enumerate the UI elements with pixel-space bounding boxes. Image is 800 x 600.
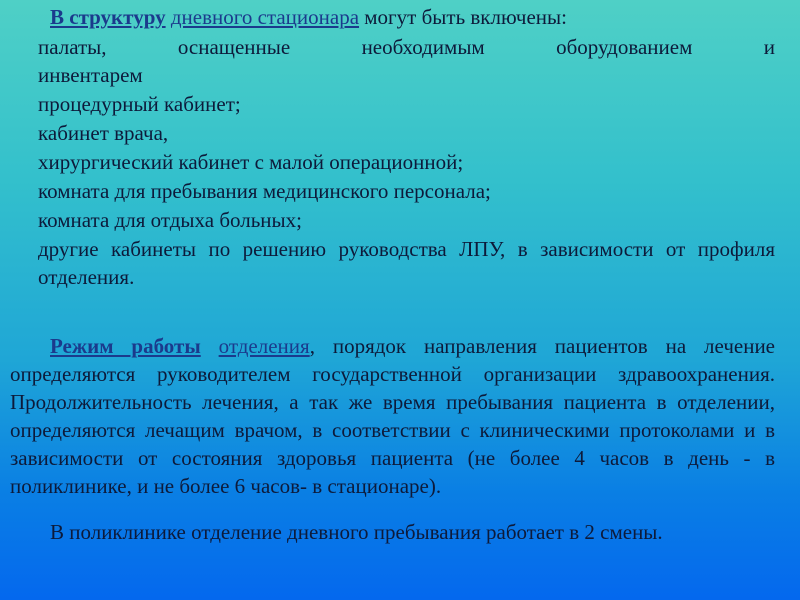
intro-link-term: дневного стационара: [170, 5, 360, 29]
list-item-text: хирургический кабинет с малой операционной;: [38, 150, 464, 174]
intro-rest: могут быть включены:: [359, 5, 567, 29]
list-item-text-line2: инвентарем: [38, 63, 143, 87]
list-item-text: кабинет врача,: [38, 121, 169, 145]
work-mode-rest: , порядок направления пациентов на лечение определяются руководителем государственной организации здравоохранения. Продолжительность лечения, а так же время пребывания пациента в отделении, определяются лечащим врачом, в соответствии с клиническими протоколами и в зависимости от состояния здоровья пациента (не более 4 часов в день - в поликлинике, и не более 6 часов- в стационаре).: [10, 334, 776, 498]
list-item-text: другие кабинеты по решению руководства ЛПУ, в зависимости от профиля отделения.: [38, 237, 775, 289]
work-mode-link-term: отделения: [218, 334, 310, 358]
list-item: [0, 119, 775, 147]
intro-heading: [50, 3, 780, 31]
work-mode-paragraph: [10, 332, 775, 500]
list-item: [0, 148, 775, 176]
list-item-text-line1: палаты, оснащенные необходимым оборудованием и: [38, 35, 775, 59]
intro-bold-term: В структуру: [50, 5, 166, 29]
list-item-text: процедурный кабинет;: [38, 92, 241, 116]
shifts-text: В поликлинике отделение дневного пребывания работает в 2 смены.: [50, 520, 663, 544]
work-mode-bold-term: Режим работы: [50, 334, 201, 358]
list-item: [0, 206, 775, 234]
list-item: [0, 90, 775, 118]
shifts-paragraph: [10, 518, 775, 546]
structure-list: [0, 33, 775, 292]
list-item-text: комната для отдыха больных;: [38, 208, 302, 232]
list-item: [0, 177, 775, 205]
list-item-text: комната для пребывания медицинского персонала;: [38, 179, 491, 203]
list-item: [0, 33, 775, 89]
list-item: [0, 235, 775, 291]
